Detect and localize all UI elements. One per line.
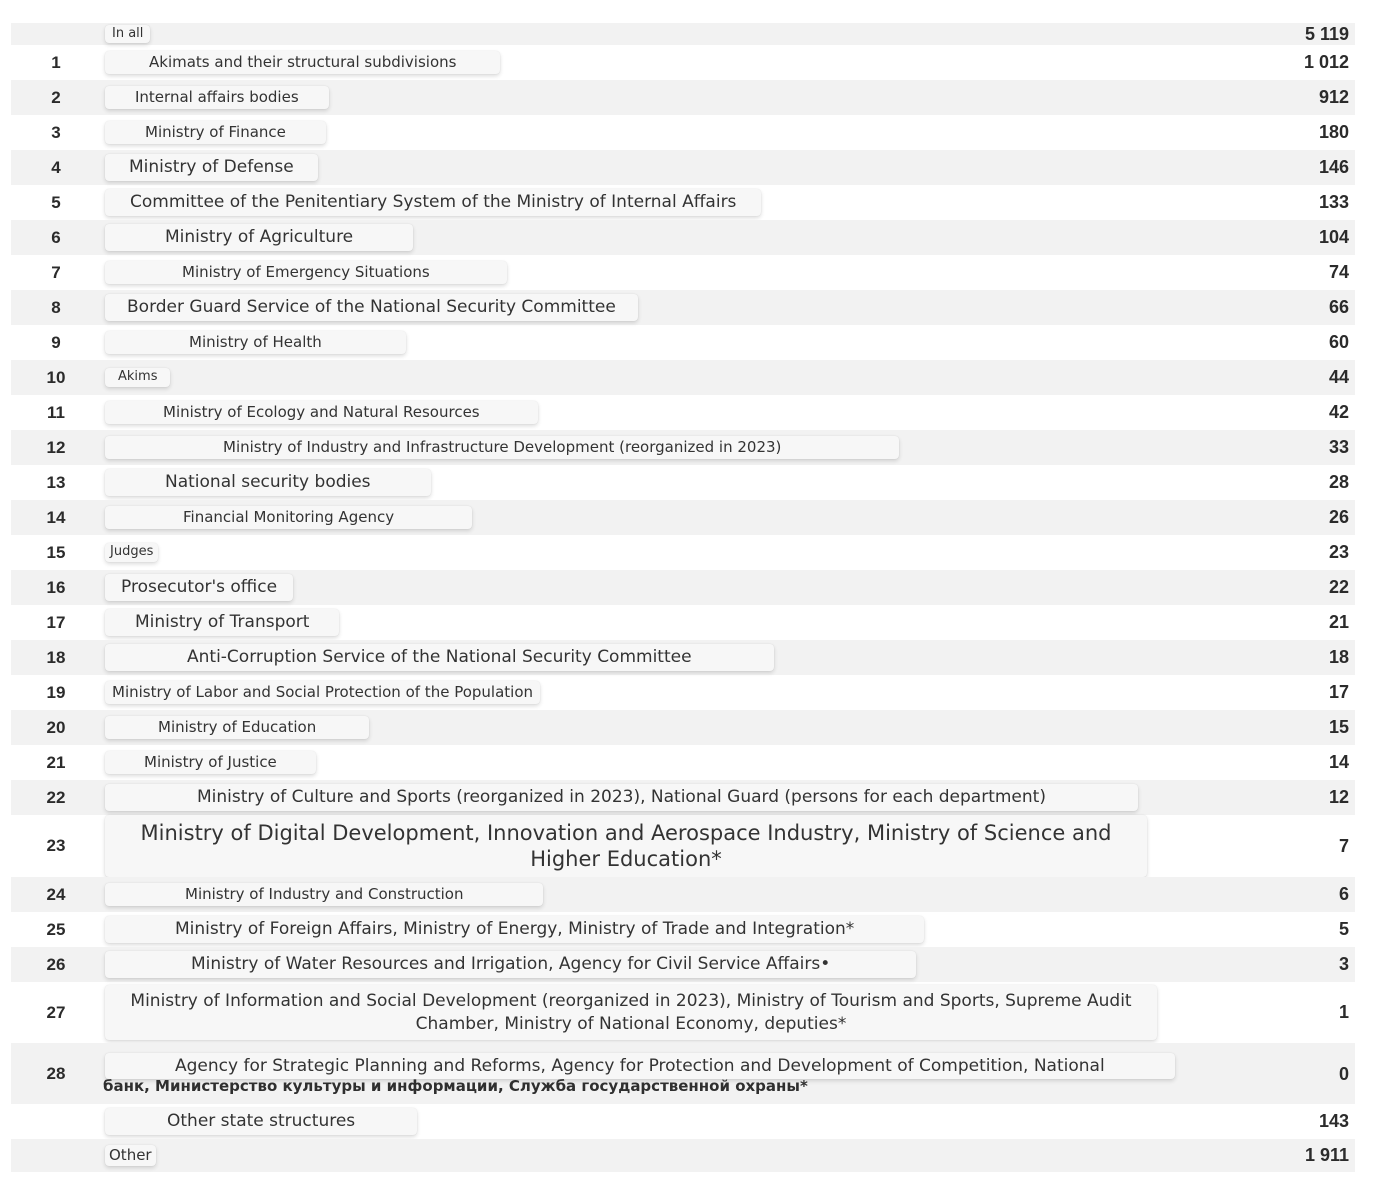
row-value: 104 bbox=[1318, 227, 1349, 247]
row-value: 21 bbox=[1328, 612, 1349, 632]
row-number: 3 bbox=[51, 122, 61, 142]
row-value: 5 bbox=[1338, 919, 1349, 939]
row-value: 60 bbox=[1328, 332, 1349, 352]
row-value: 18 bbox=[1328, 647, 1349, 667]
table-row bbox=[11, 877, 1355, 912]
table-row bbox=[11, 675, 1355, 710]
table-row bbox=[11, 745, 1355, 780]
row-label: Ministry of Justice bbox=[105, 751, 316, 775]
row-number: 7 bbox=[51, 262, 61, 282]
row-value: 15 bbox=[1328, 717, 1349, 737]
table-row bbox=[11, 185, 1355, 220]
table-row-other-state bbox=[11, 1104, 1355, 1139]
row-label: Ministry of Digital Development, Innovation and Aerospace Industry, Ministry of Science and Higher Education* bbox=[105, 815, 1147, 878]
row-number: 12 bbox=[46, 437, 66, 457]
table-row bbox=[11, 570, 1355, 605]
table-row bbox=[11, 912, 1355, 947]
row-number: 5 bbox=[51, 192, 61, 212]
row-label: Ministry of Ecology and Natural Resources bbox=[105, 401, 538, 425]
row-label: Ministry of Health bbox=[105, 331, 406, 355]
row-number: 17 bbox=[46, 612, 66, 632]
table-row bbox=[11, 500, 1355, 535]
row-value: 44 bbox=[1328, 367, 1349, 387]
row-value: 12 bbox=[1328, 787, 1349, 807]
row-value: 6 bbox=[1338, 884, 1349, 904]
row-label: Prosecutor's office bbox=[105, 574, 293, 600]
table-row bbox=[11, 360, 1355, 395]
data-table bbox=[11, 23, 1355, 1172]
row-number: 8 bbox=[51, 297, 61, 317]
row-number: 1 bbox=[51, 52, 61, 72]
row-number: 25 bbox=[46, 919, 66, 939]
row-value: 28 bbox=[1328, 472, 1349, 492]
table-row bbox=[11, 80, 1355, 115]
row-label: In all bbox=[105, 25, 150, 44]
row-number: 26 bbox=[46, 954, 66, 974]
row-label: Border Guard Service of the National Security Committee bbox=[105, 294, 638, 320]
row-number: 22 bbox=[46, 787, 66, 807]
row-value: 17 bbox=[1328, 682, 1349, 702]
row-number: 16 bbox=[46, 577, 66, 597]
row-label: Akims bbox=[105, 368, 170, 387]
table-row bbox=[11, 710, 1355, 745]
table-row bbox=[11, 947, 1355, 982]
row-value: 33 bbox=[1328, 437, 1349, 457]
row-number: 24 bbox=[46, 884, 66, 904]
row-value: 0 bbox=[1338, 1064, 1349, 1084]
row-number: 19 bbox=[46, 682, 66, 702]
row-label: Financial Monitoring Agency bbox=[105, 506, 472, 530]
row-label: Other bbox=[105, 1145, 156, 1167]
table-row bbox=[11, 325, 1355, 360]
row-label: Ministry of Finance bbox=[105, 121, 326, 145]
row-value: 22 bbox=[1328, 577, 1349, 597]
table-row bbox=[11, 1043, 1355, 1104]
table-row bbox=[11, 290, 1355, 325]
table-row bbox=[11, 430, 1355, 465]
row-number: 13 bbox=[46, 472, 66, 492]
row-value: 23 bbox=[1328, 542, 1349, 562]
row-label: Akimats and their structural subdivisions bbox=[105, 51, 500, 75]
row-number: 28 bbox=[46, 1064, 66, 1083]
row-label: Ministry of Emergency Situations bbox=[105, 261, 507, 285]
row-label: Ministry of Agriculture bbox=[105, 224, 413, 250]
row-label: Internal affairs bodies bbox=[105, 86, 329, 110]
row-value: 74 bbox=[1328, 262, 1349, 282]
row-value: 1 911 bbox=[1304, 1145, 1349, 1165]
row-number: 14 bbox=[46, 507, 66, 527]
row-number: 2 bbox=[51, 87, 61, 107]
row-label-underlying: банк, Министерство культуры и информации, Служба государственной охраны* bbox=[103, 1077, 808, 1095]
table-row bbox=[11, 465, 1355, 500]
row-value: 3 bbox=[1338, 954, 1349, 974]
row-number: 20 bbox=[46, 717, 66, 737]
row-value: 180 bbox=[1318, 122, 1349, 142]
table-row bbox=[11, 45, 1355, 80]
row-label: Ministry of Transport bbox=[105, 609, 339, 635]
row-label: Committee of the Penitentiary System of the Ministry of Internal Affairs bbox=[105, 189, 761, 215]
table-row bbox=[11, 982, 1355, 1043]
table-row bbox=[11, 255, 1355, 290]
row-number: 18 bbox=[46, 647, 66, 667]
row-label: Anti-Corruption Service of the National Security Committee bbox=[105, 644, 774, 670]
row-value: 66 bbox=[1328, 297, 1349, 317]
table-row bbox=[11, 780, 1355, 815]
row-label: Ministry of Culture and Sports (reorganized in 2023), National Guard (persons for each department) bbox=[105, 784, 1138, 810]
row-label: Ministry of Education bbox=[105, 716, 369, 740]
row-number: 27 bbox=[46, 1002, 66, 1022]
row-number: 23 bbox=[46, 836, 66, 855]
table-row-other bbox=[11, 1139, 1355, 1172]
table-row bbox=[11, 605, 1355, 640]
row-value: 912 bbox=[1318, 87, 1349, 107]
row-label: Ministry of Water Resources and Irrigation, Agency for Civil Service Affairs• bbox=[105, 951, 916, 977]
row-number: 10 bbox=[46, 367, 66, 387]
table-row bbox=[11, 115, 1355, 150]
row-value: 14 bbox=[1328, 752, 1349, 772]
row-value: 42 bbox=[1328, 402, 1349, 422]
row-value: 5 119 bbox=[1304, 23, 1349, 44]
row-value: 146 bbox=[1318, 157, 1349, 177]
table-row bbox=[11, 815, 1355, 877]
row-label: Ministry of Industry and Infrastructure Development (reorganized in 2023) bbox=[105, 436, 899, 460]
row-value: 1 012 bbox=[1303, 52, 1349, 72]
row-value: 7 bbox=[1338, 835, 1349, 856]
row-number: 4 bbox=[51, 157, 61, 177]
row-value: 26 bbox=[1328, 507, 1349, 527]
row-label: Ministry of Labor and Social Protection of the Population bbox=[105, 681, 540, 705]
row-label: Ministry of Information and Social Development (reorganized in 2023), Ministry of Tourism and Sports, Supreme Audit Chamber, Ministry of National Economy, deputies* bbox=[105, 985, 1157, 1039]
table-row bbox=[11, 395, 1355, 430]
table-row-total bbox=[11, 23, 1355, 45]
row-label: Other state structures bbox=[105, 1108, 417, 1134]
row-label: Ministry of Foreign Affairs, Ministry of Energy, Ministry of Trade and Integration* bbox=[105, 916, 924, 942]
table-row bbox=[11, 220, 1355, 255]
row-label: Ministry of Defense bbox=[105, 154, 318, 180]
row-value: 1 bbox=[1338, 1002, 1349, 1022]
row-number: 21 bbox=[46, 752, 66, 772]
row-label: Agency for Strategic Planning and Reforms, Agency for Protection and Development of Competition, National bbox=[105, 1053, 1175, 1079]
row-value: 143 bbox=[1318, 1111, 1349, 1131]
row-label: Ministry of Industry and Construction bbox=[105, 883, 543, 907]
row-number: 6 bbox=[51, 227, 61, 247]
table-row bbox=[11, 640, 1355, 675]
row-number: 9 bbox=[51, 332, 61, 352]
table-row bbox=[11, 535, 1355, 570]
row-label: Judges bbox=[105, 543, 158, 562]
row-label: National security bodies bbox=[105, 469, 431, 495]
row-number: 15 bbox=[46, 542, 66, 562]
row-value: 133 bbox=[1318, 192, 1349, 212]
row-number: 11 bbox=[47, 402, 65, 422]
table-row bbox=[11, 150, 1355, 185]
